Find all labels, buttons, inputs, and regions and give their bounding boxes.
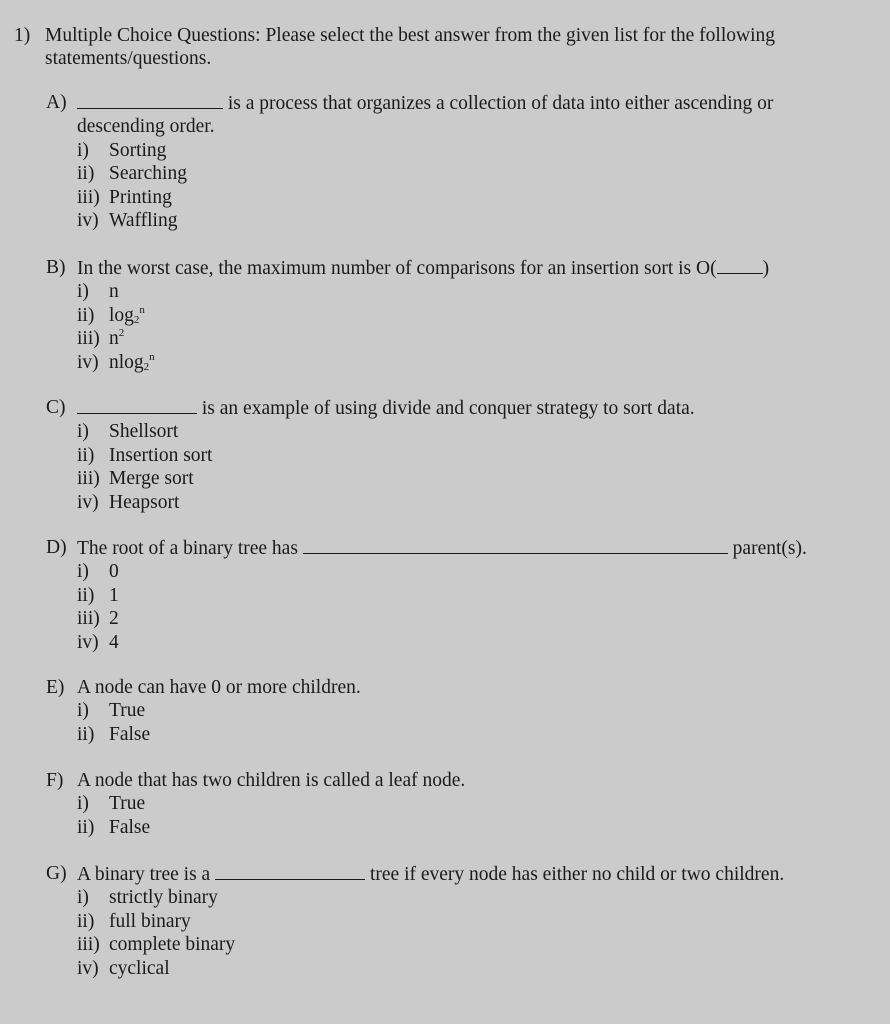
option[interactable]: i) True xyxy=(77,700,146,722)
question-a-stem xyxy=(46,91,846,115)
option[interactable]: i) strictly binary xyxy=(77,887,218,909)
question-b-text: In the worst case, the maximum number of comparisons for an insertion sort is O( xyxy=(77,258,717,279)
question-d-text: The root of a binary tree has xyxy=(77,538,303,559)
question-f-letter: F) xyxy=(46,770,64,791)
question-c-options xyxy=(77,420,846,514)
section-instructions: Multiple Choice Questions: Please select the best answer from the given list for the following statements/questions. xyxy=(45,25,776,69)
question-b-close: ) xyxy=(762,258,770,279)
option[interactable]: i) Sorting xyxy=(77,139,167,161)
question-a-letter: A) xyxy=(46,92,67,113)
question-a-answer-blank[interactable] xyxy=(77,91,223,109)
question-b xyxy=(46,256,846,374)
option[interactable]: ii) Insertion sort xyxy=(77,444,213,466)
section-heading xyxy=(14,24,874,70)
question-c-answer-blank[interactable] xyxy=(77,396,197,414)
question-g-options xyxy=(77,886,866,980)
question-a-text: is a process that organizes a collection of data into either ascending or xyxy=(223,93,774,114)
question-c xyxy=(46,396,846,514)
option[interactable]: ii) Searching xyxy=(77,163,187,185)
question-b-stem xyxy=(46,256,846,280)
option[interactable]: iv) Heapsort xyxy=(77,491,180,513)
question-b-answer-blank[interactable] xyxy=(717,256,763,274)
question-d-stem xyxy=(46,536,866,560)
question-f xyxy=(46,769,846,839)
question-a xyxy=(46,91,846,232)
question-c-text: is an example of using divide and conquer strategy to sort data. xyxy=(197,398,695,419)
option[interactable]: iii) Merge sort xyxy=(77,468,194,490)
question-a-continuation: descending order. xyxy=(77,116,215,138)
question-f-stem xyxy=(46,769,846,792)
option[interactable]: i) Shellsort xyxy=(77,421,179,443)
question-g-text: A binary tree is a xyxy=(77,864,216,885)
question-d-text-end: parent(s). xyxy=(727,538,807,559)
question-f-text: A node that has two children is called a leaf node. xyxy=(77,770,466,791)
question-d-answer-blank[interactable] xyxy=(303,536,728,554)
option[interactable]: iii) $n^2$ xyxy=(77,327,125,350)
question-a-options xyxy=(77,139,846,233)
option[interactable]: ii) False xyxy=(77,723,151,745)
question-b-options xyxy=(77,280,846,374)
question-d-letter: D) xyxy=(46,537,67,558)
option[interactable]: iv) nlog$_2^n$ xyxy=(77,350,155,373)
question-g xyxy=(46,862,866,980)
option[interactable]: iv) cyclical xyxy=(77,957,170,979)
question-g-stem xyxy=(46,862,866,886)
question-f-options xyxy=(77,792,846,839)
question-b-letter: B) xyxy=(46,257,66,278)
option[interactable]: ii) False xyxy=(77,816,151,838)
question-e-options xyxy=(77,699,846,746)
option[interactable]: iv) Waffling xyxy=(77,209,178,231)
question-g-letter: G) xyxy=(46,863,67,884)
question-d xyxy=(46,536,866,654)
section-number: 1) xyxy=(14,25,31,46)
option[interactable]: iii) 2 xyxy=(77,608,119,630)
option[interactable]: i) n xyxy=(77,281,119,303)
question-e xyxy=(46,676,846,746)
question-c-letter: C) xyxy=(46,397,66,418)
option[interactable]: iv) 4 xyxy=(77,631,119,653)
option[interactable]: ii) full binary xyxy=(77,910,191,932)
question-c-stem xyxy=(46,396,846,420)
option[interactable]: iii) Printing xyxy=(77,186,172,208)
question-g-text-end: tree if every node has either no child or two children. xyxy=(365,864,785,885)
question-d-options xyxy=(77,560,866,654)
question-e-letter: E) xyxy=(46,677,65,698)
option[interactable]: ii) 1 xyxy=(77,584,119,606)
option[interactable]: i) True xyxy=(77,793,146,815)
option[interactable]: ii) $\log_2^n$ xyxy=(77,303,145,326)
option[interactable]: iii) complete binary xyxy=(77,934,236,956)
question-g-answer-blank[interactable] xyxy=(215,862,365,880)
question-e-stem xyxy=(46,676,846,699)
question-e-text: A node can have 0 or more children. xyxy=(77,677,361,698)
option[interactable]: i) 0 xyxy=(77,561,119,583)
